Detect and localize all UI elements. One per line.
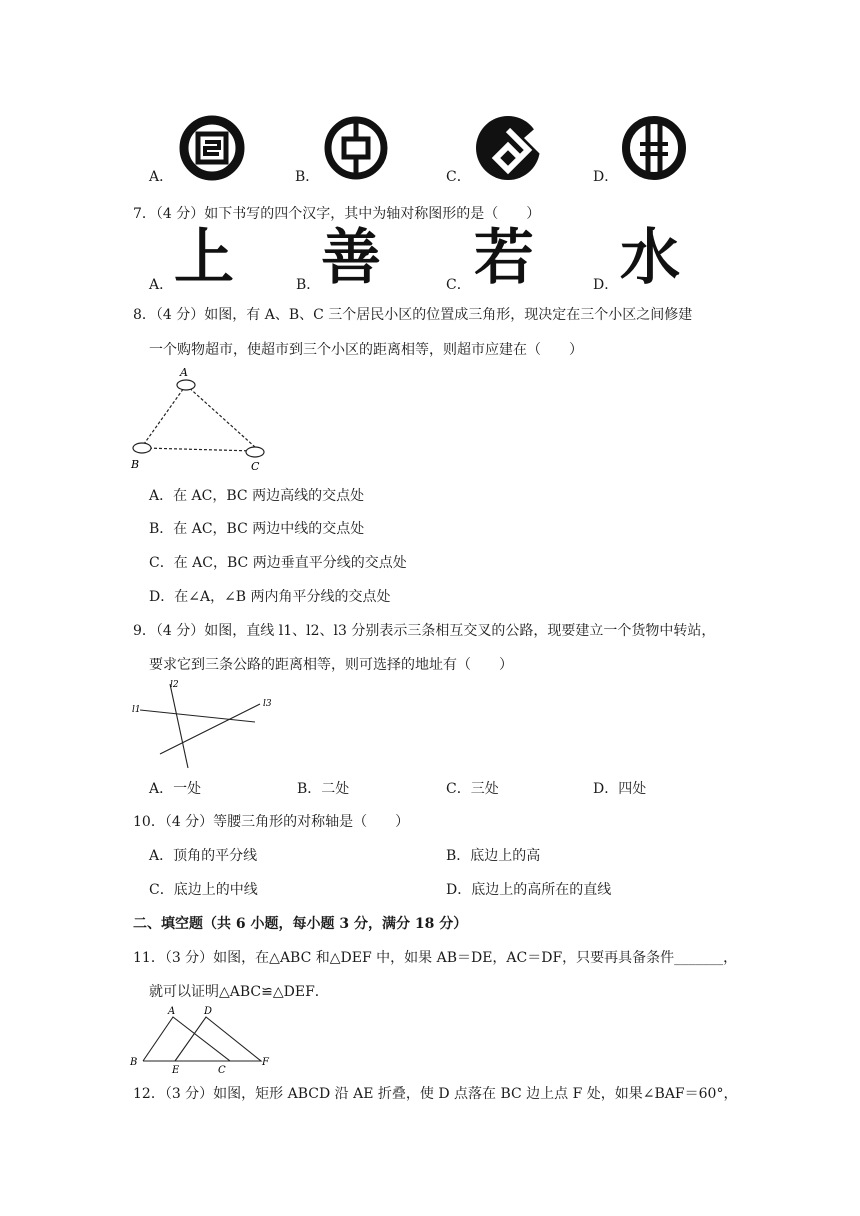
- q12-stem-line1: 12．（3 分）如图，矩形 ABCD 沿 AE 折叠，使 D 点落在 BC 边上点 F 处，如果∠BAF＝60°，: [133, 1086, 738, 1102]
- q8-stem-line1: 8．（4 分）如图，有 A、B、C 三个居民小区的位置成三角形，现决定在三个小区之间修建: [133, 307, 693, 323]
- q10-option-a: A．顶角的平分线: [149, 848, 258, 864]
- q6-option-b-label: B．: [295, 169, 320, 185]
- q11-label-a: A: [168, 1006, 176, 1017]
- q6-option-c-label: C．: [446, 169, 471, 185]
- q8-label-a: A: [180, 366, 188, 379]
- q9-stem-line1: 9．（4 分）如图，直线 l1、l2、l3 分别表示三条相互交叉的公路，现要建立一个货物中转站，: [133, 623, 716, 639]
- q10-option-b: B．底边上的高: [446, 848, 541, 864]
- q11-stem-line2: 就可以证明△ABC≌△DEF．: [149, 984, 329, 1000]
- q9-label-l2: l2: [170, 680, 179, 690]
- q7-option-c-label: C．: [446, 277, 471, 293]
- q10-option-c: C．底边上的中线: [149, 882, 258, 898]
- q9-label-l3: l3: [263, 699, 272, 709]
- q10-stem: 10．（4 分）等腰三角形的对称轴是（ ）: [133, 814, 410, 830]
- q7-char-a: 上: [174, 223, 234, 293]
- q9-option-d: D．四处: [593, 781, 647, 797]
- q7-char-b: 善: [321, 223, 381, 293]
- q8-option-a: A．在 AC，BC 两边高线的交点处: [149, 488, 365, 504]
- ccb-logo: [474, 114, 542, 182]
- q8-triangle-figure: [128, 364, 276, 476]
- q9-stem-line2: 要求它到三条公路的距离相等，则可选择的地址有（ ）: [149, 657, 513, 673]
- q7-option-a-label: A．: [149, 277, 174, 293]
- q11-label-c: C: [218, 1065, 226, 1075]
- q8-stem-line2: 一个购物超市，使超市到三个小区的距离相等，则超市应建在（ ）: [149, 342, 583, 358]
- q11-label-f: F: [262, 1057, 269, 1068]
- q10-option-d: D．底边上的高所在的直线: [446, 882, 612, 898]
- q8-option-d: D．在∠A，∠B 两内角平分线的交点处: [149, 589, 391, 605]
- abc-logo: [620, 114, 688, 182]
- q8-label-c: C: [251, 460, 260, 473]
- q9-option-c: C．三处: [446, 781, 499, 797]
- q7-option-d-label: D．: [593, 277, 619, 293]
- q9-label-l1: l1: [132, 705, 141, 715]
- q11-label-d: D: [204, 1006, 213, 1017]
- boc-logo: [322, 114, 390, 182]
- q8-option-c: C．在 AC，BC 两边垂直平分线的交点处: [149, 555, 407, 571]
- q8-label-b: B: [131, 458, 140, 471]
- q6-option-d-label: D．: [593, 169, 619, 185]
- q9-lines-figure: [130, 676, 280, 772]
- q7-char-c: 若: [474, 223, 534, 293]
- q7-char-d: 水: [620, 223, 680, 293]
- q7-stem: 7．（4 分）如下书写的四个汉字，其中为轴对称图形的是（ ）: [133, 206, 541, 222]
- q11-stem-line1: 11．（3 分）如图，在△ABC 和△DEF 中，如果 AB＝DE，AC＝DF，只要再具备条件_______，: [133, 950, 738, 966]
- section-2-title: 二、填空题（共 6 小题，每小题 3 分，满分 18 分）: [133, 916, 468, 932]
- q11-label-b: B: [130, 1057, 138, 1068]
- icbc-logo: [178, 114, 246, 182]
- q8-option-b: B．在 AC，BC 两边中线的交点处: [149, 521, 365, 537]
- q6-option-a-label: A．: [149, 169, 174, 185]
- q9-option-a: A．一处: [149, 781, 202, 797]
- q11-triangles-figure: [128, 1003, 276, 1075]
- q7-option-b-label: B．: [296, 277, 321, 293]
- q11-label-e: E: [172, 1065, 180, 1075]
- q9-option-b: B．二处: [297, 781, 350, 797]
